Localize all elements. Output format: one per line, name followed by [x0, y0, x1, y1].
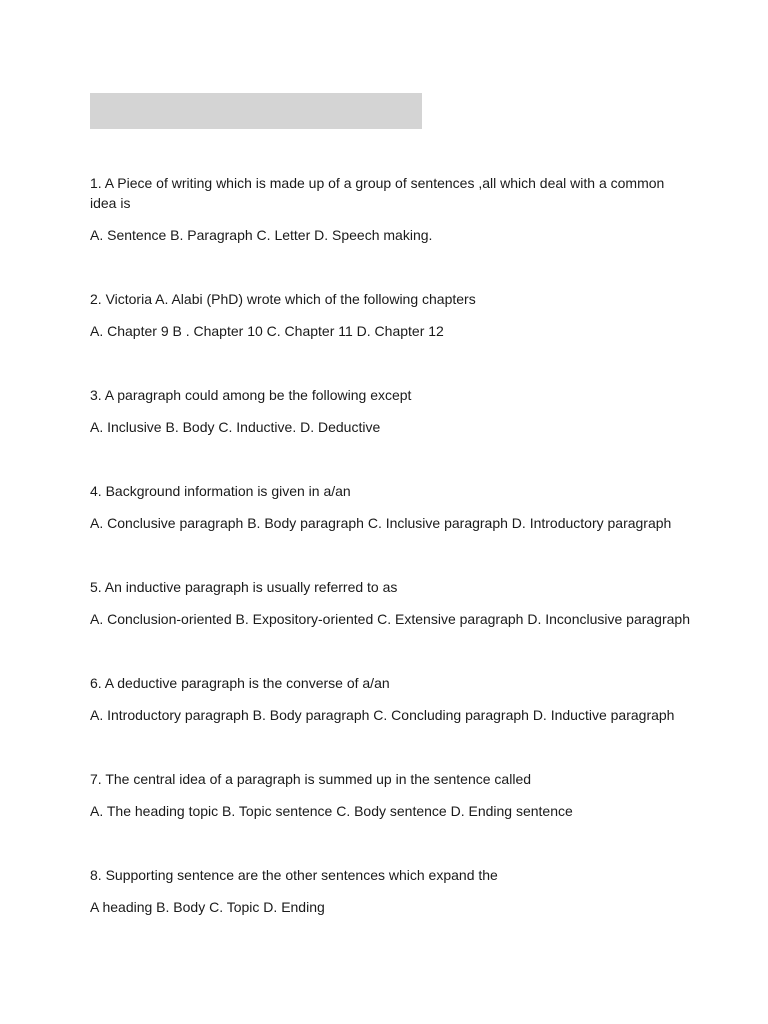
answer-options: A heading B. Body C. Topic D. Ending	[90, 899, 325, 915]
answer-options: A. Chapter 9 B . Chapter 10 C. Chapter 11 D. Chapter 12	[90, 323, 444, 339]
question-item	[90, 480, 690, 576]
question-item	[90, 576, 690, 672]
answer-options: A. The heading topic B. Topic sentence C. Body sentence D. Ending sentence	[90, 803, 573, 819]
question-text: 5. An inductive paragraph is usually referred to as	[90, 579, 398, 595]
question-text: 2. Victoria A. Alabi (PhD) wrote which of the following chapters	[90, 291, 476, 307]
question-item	[90, 864, 690, 960]
answer-options: A. Conclusion-oriented B. Expository-oriented C. Extensive paragraph D. Inconclusive paragraph	[90, 611, 690, 627]
question-text: 3. A paragraph could among be the following except	[90, 387, 412, 403]
question-item	[90, 384, 690, 480]
question-text: 8. Supporting sentence are the other sentences which expand the	[90, 867, 498, 883]
answer-options: A. Conclusive paragraph B. Body paragraph C. Inclusive paragraph D. Introductory paragraph	[90, 515, 672, 531]
question-item	[90, 768, 690, 864]
redacted-title-bar	[90, 93, 422, 129]
question-list	[90, 172, 690, 960]
answer-options: A. Sentence B. Paragraph C. Letter D. Speech making.	[90, 227, 433, 243]
question-item	[90, 672, 690, 768]
answer-options: A. Introductory paragraph B. Body paragraph C. Concluding paragraph D. Inductive paragraph	[90, 707, 675, 723]
question-item	[90, 288, 690, 384]
question-item	[90, 172, 690, 288]
answer-options: A. Inclusive B. Body C. Inductive. D. Deductive	[90, 419, 381, 435]
question-text: 7. The central idea of a paragraph is summed up in the sentence called	[90, 771, 532, 787]
question-text: 4. Background information is given in a/an	[90, 483, 351, 499]
question-text: 1. A Piece of writing which is made up of a group of sentences ,all which deal with a common idea is	[90, 175, 665, 211]
question-text: 6. A deductive paragraph is the converse of a/an	[90, 675, 390, 691]
